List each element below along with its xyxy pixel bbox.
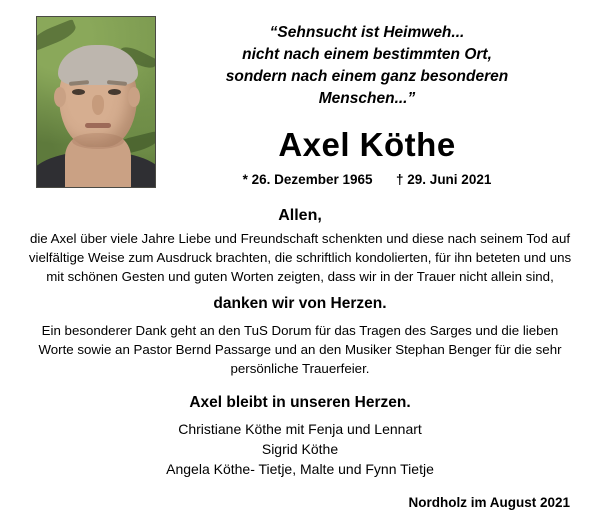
header-text-block (156, 14, 578, 187)
photo-mouth (85, 123, 111, 128)
memorial-quote (164, 22, 570, 110)
quote-line-1: “Sehnsucht ist Heimweh... (269, 24, 465, 41)
card-body (22, 204, 578, 479)
deceased-name: Axel Köthe (278, 126, 456, 163)
place-and-date: Nordholz im August 2021 (408, 495, 570, 510)
closing-statement: Axel bleibt in unseren Herzen. (189, 394, 411, 412)
salutation: Allen, (278, 207, 322, 224)
quote-line-3: sondern nach einem ganz besonderen (225, 68, 509, 85)
photo-chin-shadow (72, 133, 124, 149)
photo-eye-left (72, 89, 85, 95)
card-header (22, 14, 578, 188)
life-dates (164, 172, 570, 187)
family-line-2: Sigrid Köthe (261, 440, 339, 457)
portrait-photo (36, 16, 156, 188)
family-line-3: Angela Köthe- Tietje, Malte und Fynn Tietje (166, 461, 434, 478)
birth-date: * 26. Dezember 1965 (242, 171, 373, 187)
quote-line-2: nicht nach einem bestimmten Ort, (242, 46, 492, 63)
special-thanks-paragraph: Ein besonderer Dank geht an den TuS Dorum für das Tragen des Sarges und die lieben Worte sowie an Pastor Bernd Passarge und an den Musiker Stephan Benger für die sehr persönliche Trauerfeier. (38, 322, 562, 377)
thanks-statement: danken wir von Herzen. (213, 295, 387, 313)
photo-ear-right (128, 87, 140, 107)
photo-eye-right (108, 89, 121, 95)
family-signatures (22, 419, 578, 480)
quote-line-4: Menschen...” (318, 90, 416, 107)
family-line-1: Christiane Köthe mit Fenja und Lennart (178, 420, 422, 437)
photo-nose (92, 95, 104, 115)
photo-ear-left (54, 87, 66, 107)
thanks-paragraph: die Axel über viele Jahre Liebe und Freundschaft schenkten und diese nach seinem Tod auf vielfältige Weise zum Ausdruck brachten, die schriftlich kondolierten, für ihn beteten und uns mit schönen Gesten und guten Worten zeigten, dass wir in der Trauer nicht allein sind, (28, 231, 572, 285)
death-date: † 29. Juni 2021 (396, 171, 492, 187)
